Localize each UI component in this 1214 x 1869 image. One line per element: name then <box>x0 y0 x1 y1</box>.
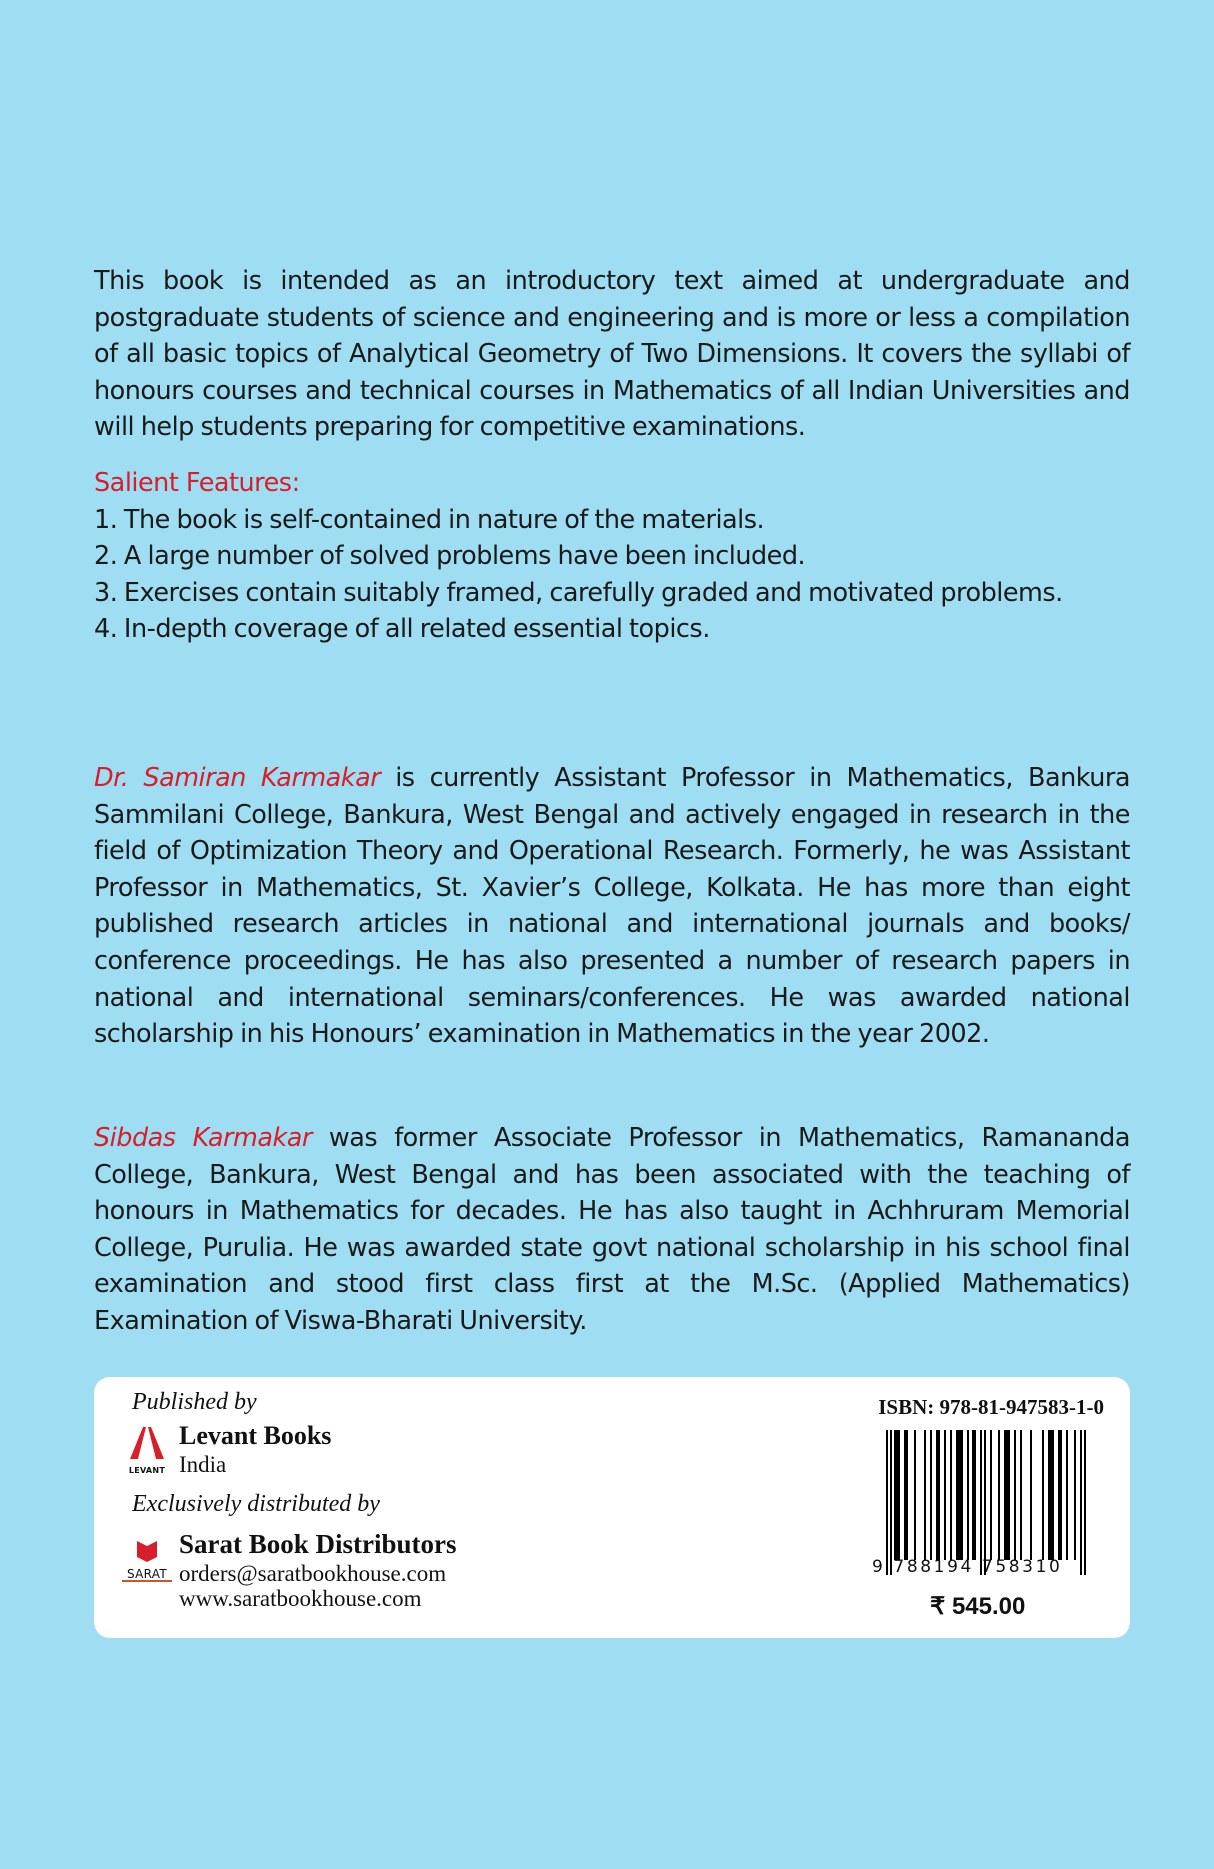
author-bio-sibdas <box>94 1120 1130 1340</box>
sarat-logo-icon: SARAT <box>122 1539 172 1582</box>
feature-item: 4. In-depth coverage of all related essential topics. <box>94 614 710 645</box>
price-label: ₹ 545.00 <box>930 1593 1026 1620</box>
levant-logo-icon: LEVANT <box>124 1427 170 1475</box>
feature-item: 3. Exercises contain suitably framed, carefully graded and motivated problems. <box>94 577 1063 608</box>
intro-paragraph: This book is intended as an introductory text aimed at undergraduate and postgraduate students of science and engineering and is more or less a compilation of all basic topics of Analytical Geometry of Two Dimensions. It covers the syllabi of honours courses and technical courses in Mathematics of all Indian Universities and will help students preparing for competitive examinations. <box>94 266 1130 443</box>
intro-section <box>94 263 1130 446</box>
feature-item: 1. The book is self-contained in nature of the materials. <box>94 504 765 535</box>
distributed-by-label: Exclusively distributed by <box>132 1491 380 1517</box>
distributor-website-link[interactable]: www.saratbookhouse.com <box>179 1586 422 1611</box>
salient-features-title: Salient Features: <box>94 468 300 498</box>
publisher-location: India <box>179 1452 227 1477</box>
features-list <box>94 502 1130 648</box>
isbn-label: ISBN: 978-81-947583-1-0 <box>878 1395 1104 1419</box>
publisher-info-box <box>94 1377 1130 1638</box>
salient-features-section <box>94 465 1130 648</box>
author-bio-text: is currently Assistant Professor in Mathematics, Bankura Sammilani College, Bankura, West Bengal and actively engaged in research in the field of Optimization Theory and Operational Research. Formerly, he was Assistant Professor in Mathematics, St. Xavier’s College, Kolkata. He has more than eight published research articles in national and international journals and books/ conference proceedings. He has also presented a number of research papers in national and international seminars/conferences. He was awarded national scholarship in his Honours’ examination in Mathematics in the year 2002. <box>94 763 1130 1050</box>
barcode-icon <box>884 1430 1096 1575</box>
author-name: Sibdas Karmakar <box>94 1123 312 1153</box>
distributor-email-link[interactable]: orders@saratbookhouse.com <box>179 1561 447 1586</box>
distributor-name: Sarat Book Distributors <box>179 1529 457 1559</box>
author-name: Dr. Samiran Karmakar <box>94 763 381 793</box>
author-bio-text: was former Associate Professor in Mathematics, Ramananda College, Bankura, West Bengal and has been associated with the teaching of honours in Mathematics for decades. He has also taught in Achhruram Memorial College, Purulia. He was awarded state govt national scholarship in his school final examination and stood first class first at the M.Sc. (Applied Mathematics) Examination of Viswa-Bharati University. <box>94 1123 1130 1336</box>
author-bio-samiran <box>94 760 1130 1053</box>
publisher-name: Levant Books <box>179 1421 332 1450</box>
feature-item: 2. A large number of solved problems have been included. <box>94 541 806 572</box>
published-by-label: Published by <box>132 1389 257 1415</box>
barcode-digits: 9 788194 758310 <box>872 1557 1063 1577</box>
